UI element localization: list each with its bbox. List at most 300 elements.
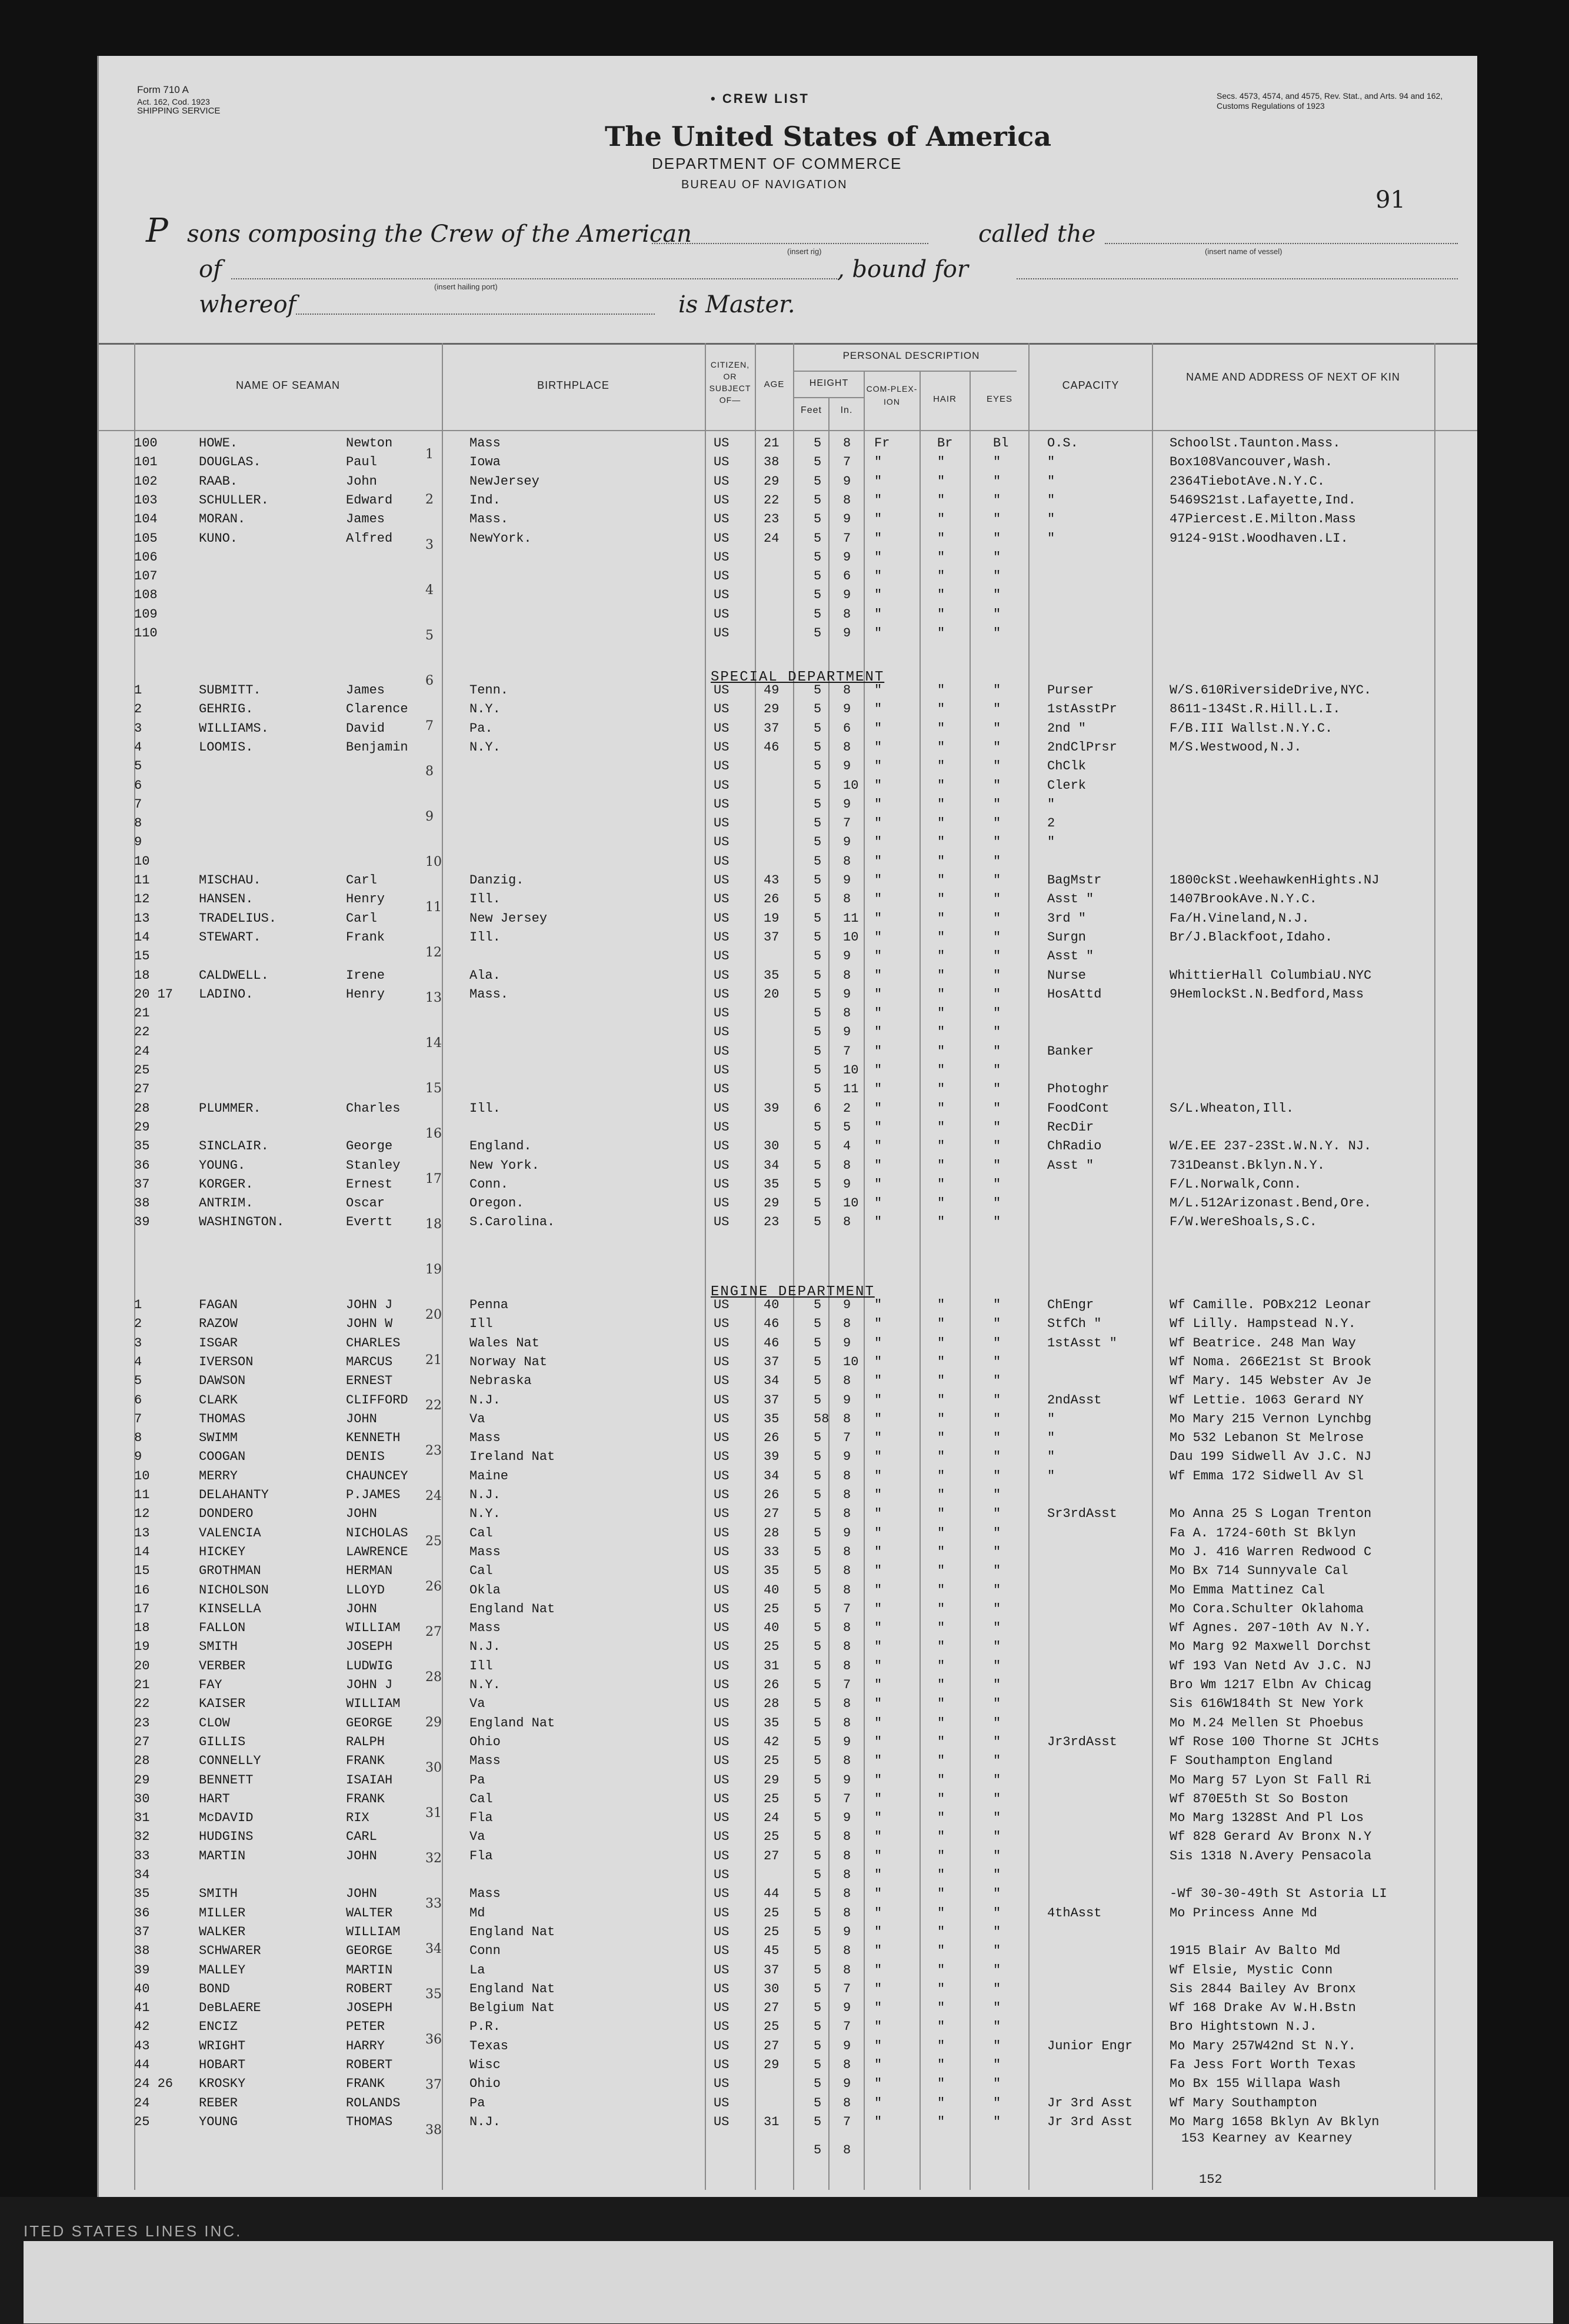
table-row [99,817,1477,829]
capacity: " [1047,1411,1055,1426]
line-number: 16 [134,1582,150,1598]
age: 37 [764,1354,779,1369]
eyes: " [993,683,1001,698]
table-row [99,1812,1477,1824]
line-number: 24 26 [134,2076,174,2092]
eyes: " [993,531,1001,546]
birthplace: Ireland Nat [469,1449,555,1465]
height-inches: 9 [843,796,851,812]
height-inches: 4 [843,1139,851,1154]
height-inches: 8 [843,1158,851,1173]
hair: " [937,968,945,983]
eyes: " [993,606,1001,622]
table-row [99,1045,1477,1058]
hair: " [937,569,945,584]
eyes: " [993,1791,1001,1806]
table-row [99,1622,1477,1634]
citizenship: US [714,1158,729,1173]
surname: McDAVID [199,1810,254,1826]
given-name: Stanley [346,1158,401,1173]
complexion: " [874,1772,882,1788]
citizenship: US [714,968,729,983]
complexion: " [874,1373,882,1389]
next-of-kin: Wf Emma 172 Sidwell Av Sl [1170,1468,1364,1483]
complexion: " [874,2095,882,2110]
age: 19 [764,911,779,926]
citizenship: US [714,2000,729,2016]
bound-for-text: , bound for [837,256,968,283]
given-name: Edward [346,492,393,508]
capacity: Purser [1047,683,1094,698]
citizenship: US [714,1791,729,1806]
complexion: " [874,1316,882,1332]
hair: " [937,1868,945,1882]
table-row [99,1565,1477,1577]
height-inches: 8 [843,1886,851,1902]
form-line-number: 16 [425,1126,442,1141]
birthplace: Ohio [469,2076,501,2092]
form-line-number: 35 [425,1987,442,2002]
height-inches: 8 [843,492,851,508]
next-of-kin: Wf Beatrice. 248 Man Way [1170,1335,1356,1351]
height-feet: 5 [814,1639,822,1655]
form-line-number: 26 [425,1579,442,1594]
line-number: 17 [134,1601,150,1616]
surname: DeBLAERE [199,2000,261,2016]
birthplace: N.J. [469,1639,501,1655]
complexion: " [874,929,882,945]
age: 37 [764,1962,779,1978]
complexion: " [874,1715,882,1731]
age: 29 [764,1772,779,1788]
hair: " [937,721,945,736]
complexion: " [874,778,882,793]
complexion: " [874,853,882,869]
next-of-kin: Wf Mary Southampton [1170,2095,1317,2110]
next-of-kin: Mo Bx 155 Willapa Wash [1170,2076,1341,2092]
line-number: 25 [134,2114,150,2129]
form-line-number: 1 [425,447,434,462]
surname: KINSELLA [199,1601,261,1616]
height-inches: 8 [843,968,851,983]
line-number: 29 [134,1772,150,1788]
complexion: " [874,702,882,717]
hair: " [937,2076,945,2092]
hair: " [937,2095,945,2110]
next-of-kin: Wf Lilly. Hampstead N.Y. [1170,1316,1356,1332]
header-personal: PERSONAL DESCRIPTION [842,350,980,361]
personal-desc-rule [793,371,1017,372]
age: 26 [764,1431,779,1446]
citizenship: US [714,626,729,641]
hair: " [937,1176,945,1192]
height-inches: 7 [843,1791,851,1806]
height-feet: 5 [814,1506,822,1522]
line-number: 19 [134,1639,150,1655]
line-number: 15 [134,1563,150,1579]
complexion: " [874,588,882,603]
hair: " [937,1582,945,1598]
hair: " [937,778,945,793]
complexion: " [874,892,882,907]
capacity: 2ndClPrsr [1047,739,1117,755]
height-feet: 5 [814,1139,822,1154]
age: 25 [764,1791,779,1806]
complexion: " [874,1506,882,1522]
capacity: FoodCont [1047,1101,1110,1116]
given-name: CARL [346,1829,377,1845]
birthplace: Ill. [469,892,501,907]
eyes: " [993,1176,1001,1192]
given-name: JOHN J [346,1678,393,1692]
line-number: 10 [134,853,150,869]
height-inches: 8 [843,1215,851,1230]
complexion: " [874,569,882,584]
height-feet: 5 [814,1316,822,1332]
surname: ISGAR [199,1335,238,1351]
capacity: Nurse [1047,968,1087,983]
table-row [99,1318,1477,1330]
next-of-kin: Fa A. 1724-60th St Bklyn [1170,1525,1356,1541]
height-feet: 5 [814,512,822,527]
port-caption: (insert hailing port) [434,282,498,291]
line-number: 39 [134,1962,150,1978]
table-row [99,1159,1477,1172]
citizenship: US [714,929,729,945]
line-number: 6 [134,1392,142,1408]
complexion: " [874,2038,882,2053]
birthplace: N.J. [469,1392,501,1408]
crew-list-form [97,56,1477,2197]
height-feet: 5 [814,1848,822,1863]
birthplace: Penna [469,1298,509,1312]
citizenship: US [714,1601,729,1616]
line-number: 24 [134,2095,150,2110]
complexion: " [874,1431,882,1446]
age: 30 [764,1981,779,1996]
line-number: 14 [134,929,150,945]
citizenship: US [714,986,729,1002]
birthplace: Wales Nat [469,1335,539,1351]
eyes: " [993,1886,1001,1902]
eyes: " [993,1431,1001,1446]
height-inches: 8 [843,1468,851,1483]
eyes: " [993,1696,1001,1712]
line-number: 3 [134,1335,142,1351]
eyes: " [993,911,1001,926]
eyes: " [993,1981,1001,1996]
birthplace: Norway Nat [469,1354,548,1369]
hair: " [937,796,945,812]
next-of-kin: Br/J.Blackfoot,Idaho. [1170,929,1333,945]
line-number: 22 [134,1696,150,1712]
birthplace: Conn [469,1943,501,1959]
given-name: CLIFFORD [346,1392,408,1408]
age: 31 [764,2114,779,2129]
height-inches: 9 [843,474,851,489]
surname: DELAHANTY [199,1488,269,1502]
height-feet: 5 [814,1025,822,1040]
height-inches: 8 [843,1506,851,1522]
next-of-kin: SchoolSt.Taunton.Mass. [1170,436,1341,451]
age: 28 [764,1525,779,1541]
birthplace: Mass. [469,986,509,1002]
surname: KUNO. [199,531,238,546]
height-feet: 5 [814,531,822,546]
height-feet: 5 [814,1658,822,1673]
height-inches: 8 [843,892,851,907]
capacity: Jr3rdAsst [1047,1734,1117,1749]
surname: MORAN. [199,512,246,527]
age: 25 [764,1639,779,1655]
birthplace: Va [469,1829,485,1845]
given-name: JOHN [346,1886,377,1902]
citizenship: US [714,1943,729,1959]
line-number: 22 [134,1025,150,1040]
next-of-kin: Mo Anna 25 S Logan Trenton [1170,1506,1372,1522]
height-feet: 5 [814,1373,822,1389]
table-row [99,1527,1477,1539]
height-feet: 5 [814,1621,822,1636]
next-of-kin: Mo Bx 714 Sunnyvale Cal [1170,1563,1348,1579]
surname: MALLEY [199,1962,246,1978]
table-row [99,1679,1477,1691]
given-name: NICHOLAS [346,1525,408,1541]
height-feet: 5 [814,1924,822,1939]
height-feet: 5 [814,1196,822,1211]
next-of-kin: Mo M.24 Mellen St Phoebus [1170,1715,1364,1731]
hair: " [937,2019,945,2035]
hair: " [937,2058,945,2072]
next-of-kin: Mo Emma Mattinez Cal [1170,1582,1325,1598]
age: 44 [764,1886,779,1902]
height-inches: 9 [843,835,851,850]
birthplace: Ill [469,1658,493,1673]
form-line-number: 27 [425,1625,442,1639]
capacity: 4thAsst [1047,1905,1102,1920]
age: 25 [764,2019,779,2035]
height-feet: 5 [814,1525,822,1541]
surname: SCHWARER [199,1943,261,1959]
form-line-number: 9 [425,809,434,824]
citizenship: US [714,1772,729,1788]
age: 23 [764,512,779,527]
age: 35 [764,1411,779,1426]
age: 34 [764,1373,779,1389]
eyes: " [993,1298,1001,1312]
eyes: " [993,512,1001,527]
citizenship: US [714,1658,729,1673]
height-feet: 5 [814,1335,822,1351]
height-feet: 5 [814,853,822,869]
line-number: 15 [134,949,150,964]
complexion: " [874,626,882,641]
age: 29 [764,702,779,717]
hair: " [937,1658,945,1673]
height-feet: 5 [814,492,822,508]
form-line-number: 8 [425,764,434,779]
next-of-kin: Mo Princess Anne Md [1170,1905,1317,1920]
hair: " [937,929,945,945]
hair: " [937,873,945,888]
surname: THOMAS [199,1411,246,1426]
next-of-kin: Wf Camille. POBx212 Leonar [1170,1298,1372,1312]
height-feet: 5 [814,759,822,774]
given-name: WILLIAM [346,1696,401,1712]
last-kin-address: 153 Kearney av Kearney [1181,2131,1353,2146]
hair: " [937,1392,945,1408]
height-feet: 5 [814,835,822,850]
height-inches: 9 [843,1924,851,1939]
table-row [99,874,1477,886]
eyes: " [993,2095,1001,2110]
line-number: 20 [134,1658,150,1673]
height-feet: 5 [814,1006,822,1021]
age: 25 [764,1829,779,1845]
given-name: WILLIAM [346,1621,401,1636]
capacity: Surgn [1047,929,1087,945]
complexion: " [874,455,882,470]
eyes: " [993,778,1001,793]
table-row [99,1197,1477,1209]
birthplace: Maine [469,1468,509,1483]
next-of-kin: Sis 2844 Bailey Av Bronx [1170,1981,1356,1996]
table-row [99,1375,1477,1387]
table-row [99,1140,1477,1152]
hair: " [937,455,945,470]
citizenship: US [714,835,729,850]
line-number: 104 [134,512,158,527]
eyes: " [993,1924,1001,1939]
complexion: " [874,759,882,774]
height-feet: 5 [814,1829,822,1845]
height-inches: 7 [843,1431,851,1446]
surname: FAY [199,1678,222,1692]
citizenship: US [714,569,729,584]
hair: " [937,1962,945,1978]
table-row [99,437,1477,449]
next-of-kin: 1800ckSt.WeehawkenHights.NJ [1170,873,1380,888]
hair: " [937,1119,945,1135]
given-name: JOHN [346,1601,377,1616]
hair: " [937,911,945,926]
hair: " [937,1215,945,1230]
complexion: " [874,2114,882,2129]
age: 42 [764,1734,779,1749]
eyes: " [993,1506,1001,1522]
surname: STEWART. [199,929,261,945]
line-number: 30 [134,1791,150,1806]
citizenship: US [714,1043,729,1059]
height-inches: 9 [843,2038,851,2053]
hair: " [937,1829,945,1845]
hair: " [937,1158,945,1173]
complexion: " [874,816,882,831]
complexion: " [874,1335,882,1351]
hair: " [937,474,945,489]
citizenship: US [714,1215,729,1230]
age: 29 [764,474,779,489]
height-feet: 5 [814,1544,822,1559]
birthplace: N.Y. [469,1506,501,1522]
next-of-kin: M/S.Westwood,N.J. [1170,739,1302,755]
capacity: " [1047,512,1055,527]
line-number: 103 [134,492,158,508]
surname: SMITH [199,1639,238,1655]
table-top-rule [99,343,1477,345]
eyes: " [993,1215,1001,1230]
form-line-number: 18 [425,1217,442,1232]
birthplace: England. [469,1139,532,1154]
height-feet: 5 [814,1431,822,1446]
age: 35 [764,1563,779,1579]
height-inches: 8 [843,436,851,451]
complexion: " [874,1411,882,1426]
citizenship: US [714,1335,729,1351]
height-inches: 8 [843,1905,851,1920]
line-number: 40 [134,1981,150,1996]
height-feet: 5 [814,569,822,584]
line-number: 100 [134,436,158,451]
hair: " [937,626,945,641]
eyes: " [993,2114,1001,2129]
age: 31 [764,1658,779,1673]
header-age: AGE [764,379,785,389]
line-number: 5 [134,1373,142,1389]
citizenship: US [714,1678,729,1692]
header-bottom-rule [99,430,1477,431]
next-page-strip [24,2241,1553,2323]
birthplace: England Nat [469,1981,555,1996]
next-of-kin: Fa/H.Vineland,N.J. [1170,911,1310,926]
height-feet: 5 [814,1582,822,1598]
next-of-kin: Bro Wm 1217 Elbn Av Chicag [1170,1678,1372,1692]
age: 25 [764,1905,779,1920]
given-name: ROBERT [346,1981,393,1996]
citizenship: US [714,911,729,926]
hair: " [937,1924,945,1939]
complexion: " [874,1025,882,1040]
birthplace: New York. [469,1158,539,1173]
line-number: 4 [134,1354,142,1369]
capacity: 2nd " [1047,721,1087,736]
line-number: 35 [134,1886,150,1902]
height-feet: 5 [814,1215,822,1230]
next-of-kin: 9HemlockSt.N.Bedford,Mass [1170,986,1364,1002]
next-of-kin: Wf Noma. 266E21st St Brook [1170,1354,1372,1369]
given-name: Newton [346,436,393,451]
is-master-text: is Master. [678,291,795,318]
height-inches: 8 [843,1488,851,1502]
table-row [99,1121,1477,1133]
surname: BOND [199,1981,230,1996]
given-name: CHAUNCEY [346,1468,408,1483]
complexion: Fr [874,436,890,451]
rig-blank [652,243,928,244]
complexion: " [874,1298,882,1312]
hair: " [937,1943,945,1959]
table-row [99,589,1477,601]
citizenship: US [714,1981,729,1996]
table-row [99,2059,1477,2071]
hair: " [937,1544,945,1559]
height-feet: 5 [814,683,822,698]
line-number: 12 [134,892,150,907]
header-hair: HAIR [933,394,957,404]
citizenship: US [714,2076,729,2092]
line-number: 42 [134,2019,150,2035]
eyes: " [993,1544,1001,1559]
